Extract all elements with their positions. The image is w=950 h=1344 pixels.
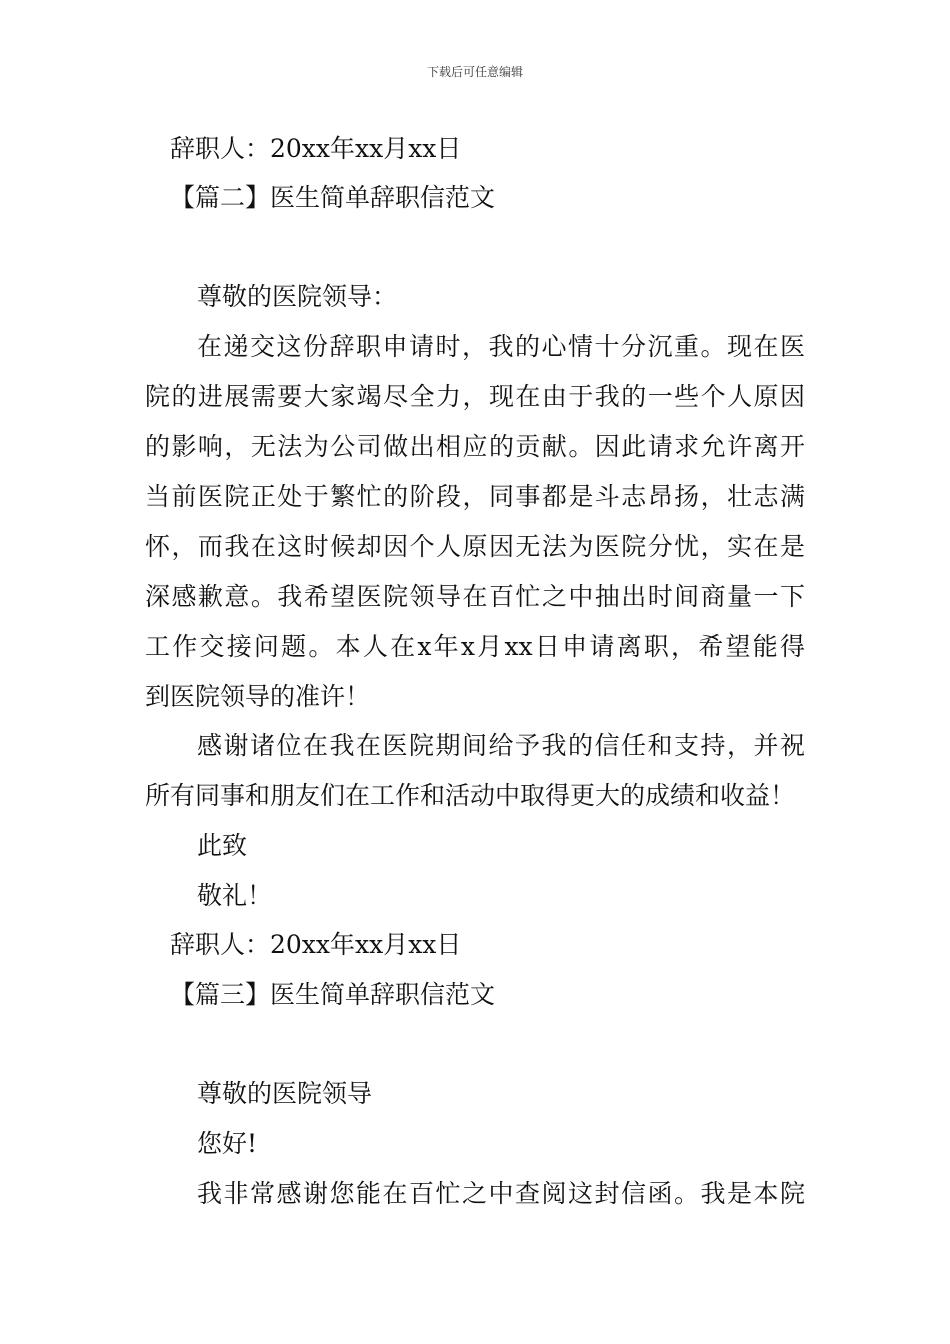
salutation: 尊敬的医院领导 [197,1079,373,1108]
greeting: 您好! [197,1129,258,1158]
closing-line: 此致 [197,831,248,860]
paragraph-line: 我非常感谢您能在百忙之中查阅这封信函。我是本院 [197,1179,805,1208]
paragraph-line: 的影响，无法为公司做出相应的贡献。因此请求允许离开 [145,432,805,461]
paragraph-line: 怀，而我在这时候却因个人原因无法为医院分忧，实在是 [145,532,805,561]
page-header: 下载后可任意编辑 [426,65,523,79]
paragraph-line: 到医院领导的准许！ [145,682,371,711]
paragraph-line: 院的进展需要大家竭尽全力，现在由于我的一些个人原因 [145,382,805,411]
paragraph-line: 感谢诸位在我在医院期间给予我的信任和支持，并祝 [197,731,805,760]
paragraph-line: 深感歉意。我希望医院领导在百忙之中抽出时间商量一下 [145,582,805,611]
paragraph-line: 所有同事和朋友们在工作和活动中取得更大的成绩和收益！ [145,781,796,810]
signature-line: 辞职人：20xx年xx月xx日 [170,930,462,959]
salutation: 尊敬的医院领导： [197,282,398,311]
signature-line: 辞职人：20xx年xx月xx日 [170,134,462,163]
paragraph-line: 在递交这份辞职申请时，我的心情十分沉重。现在医 [197,332,805,361]
section-heading: 【篇三】医生简单辞职信范文 [170,980,496,1009]
closing-line: 敬礼！ [197,881,273,910]
paragraph-line: 工作交接问题。本人在x年x月xx日申请离职，希望能得 [145,632,805,661]
section-heading: 【篇二】医生简单辞职信范文 [170,183,496,212]
paragraph-line: 当前医院正处于繁忙的阶段，同事都是斗志昂扬，壮志满 [145,482,805,511]
